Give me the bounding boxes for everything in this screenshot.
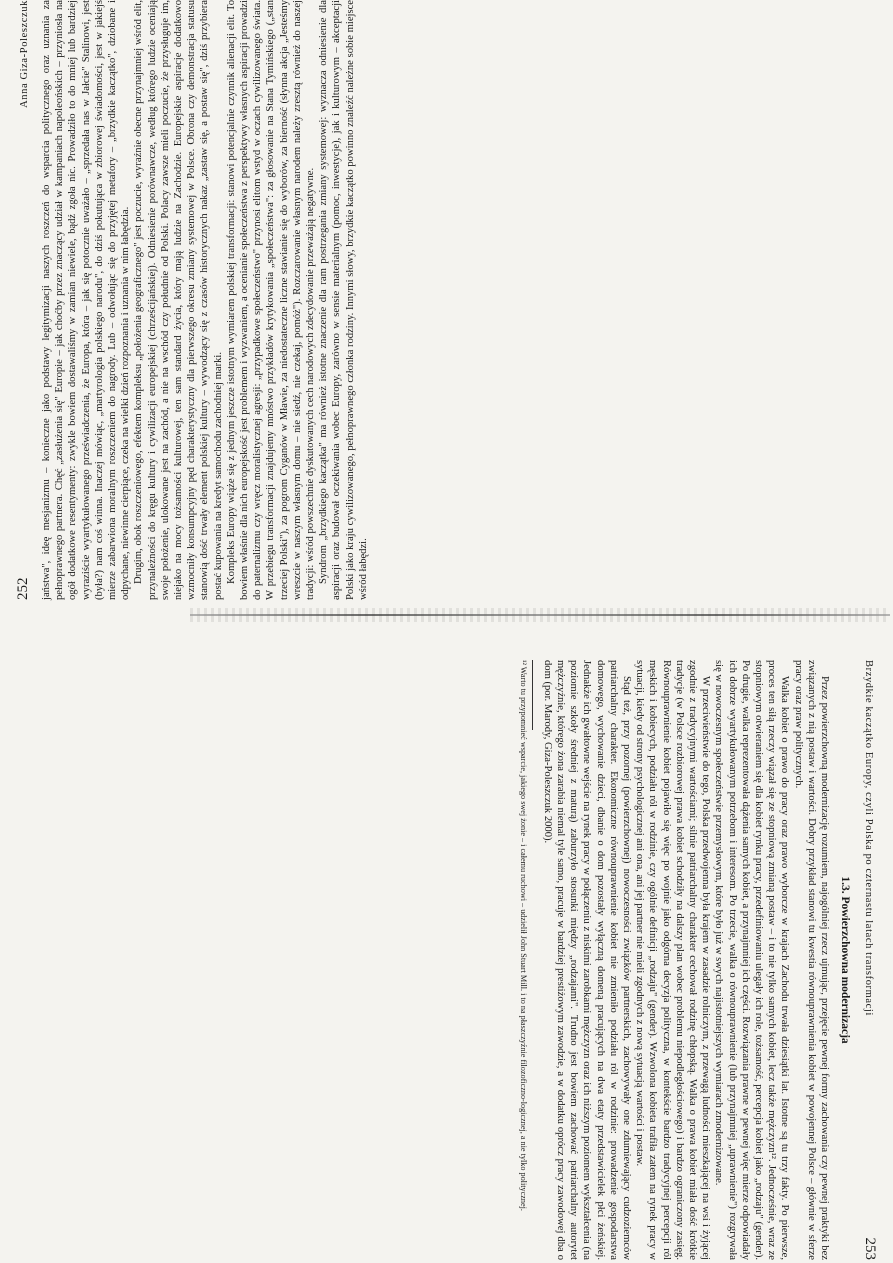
- paragraph: Walka kobiet o prawo do pracy oraz prawo wyborcze w krajach Zachodu trwała dziesiątki lat. Istotne są tu trzy fakty. Po pierwsze, proces ten siłą rzeczy wiązał się ze stopniową zmianą postaw – i to nie tylko samych kobiet, lecz także mężczyzn¹². Jednocześnie, wraz ze stopniowym otwieraniem się dla kobiet rynku pracy, przedefiniowaniu ulegały ich role, tożsamość, percepcja kobiet jako „rodzaju" (gender). Po drugie, walka reprezentowała dążenia samych kobiet, a przynajmniej ich części. Rozwiązania prawne w pewnej więc mierze odpowiadały ich dobrze wyartykułowanym potrzebom i interesom. Po trzecie, walka o równouprawnienie (lub przynajmniej „uprawnienie") rozgrywała się w nowoczesnym społeczeństwie przemysłowym, które było już w swych najistotniejszych wymiarach zmodernizowane.: [713, 660, 791, 1260]
- footnote: ¹² Warto tu przypomnieć wsparcie, jakiego swej żonie – i całemu ruchowi – udzielił John Stuart Mill. i to na płaszczyźnie filozoficzno-logicznej, a nie tylko politycznej.: [518, 660, 528, 1211]
- section-title: 1.3. Powierzchowna modernizacja: [839, 876, 851, 1044]
- gutter-line: [190, 614, 890, 616]
- paragraph: Stąd też, przy pozornej (powierzchownej) nowoczesności związków partnerskich, zachowywały one zdumiewający cudzoziemców patriarchalny charakter. Ekonomiczne równouprawnienie kobiet nie zmieniło podziału ról w rodzinie: prowadzenie gospodarstwa domowego, wychowanie dzieci, dbanie o dom pozostały wyłączną domeną pracujących na dwa etaty przedstawicielek płci żeńskiej. Jednakże ich gwałtowne wejście na rynek pracy w połączeniu z niskimi zarobkami mężczyzn oraz ich niższym poziomem wykształcenia (na poziomie szkoły średniej z maturą) zaburzyło stosunki między „rodzajami". Trudno jest bowiem zachować patriarchalny autorytet mężczyźnie, którego żona zarabia niemal tyle samo, pracuje w bardziej prestiżowym zawodzie, a w dodatku oprócz pracy zawodowej dba o dom (por. Marody, Giza-Poleszczuk 2000).: [541, 660, 632, 1260]
- page-253: [378, 660, 878, 1260]
- paragraph: Drugim, obok roszczeniowego, efektem kompleksu „położenia geograficznego" jest poczucie, wyraźnie obecne przynajmniej wśród elit, przynależności do kręgu kultury i cywilizacji europejskiej (chrześcijańskiej). Odniesienie porównawcze, według którego ludzie oceniają swoje położenie, ulokowane jest na zachód, a nie na wschód czy południe od Polski. Polacy zawsze mieli poczucie, że przysługuje im, niejako na mocy tożsamości kulturowej, ten sam standard życia, który mają ludzie na Zachodzie. Europejskie aspiracje dodatkowo wzmocniły konsumpcyjny pęd charakterystyczny dla pierwszego okresu zmiany systemowej w Polsce. Obrona czy demonstracja statusu stanowią dość trwały element polskiej kultury – wywodzący się z czasów historycznych nakaz „zastaw się, a postaw się", dziś przybiera postać kupowania na kredyt samochodu zachodniej marki.: [133, 0, 224, 600]
- paragraph: Kompleks Europy wiąże się z jednym jeszcze istotnym wymiarem polskiej transformacji: stanowi potencjalnie czynnik alienacji elit. To bowiem właśnie dla nich europejskość jest problemem i wyzwaniem, a ocenianie społeczeństwa z perspektywy własnych aspiracji prowadzi do paternalizmu czy wręcz moralistycznej agresji: „przypadkowe społeczeństwo" przynosi elitom wstyd w oczach cywilizowanego świata. W przebiegu transformacji znajdujemy mnóstwo przykładów krytykowania „społeczeństwa": za głosowanie na Stana Tymińskiego („stan trzeciej Polski"), za pogrom Cyganów w Mławie, za niedostateczne liczne stawianie się do wyborów, za bierność (słynna akcja „Jesteśmy wreszcie w naszym własnym domu – nie siedź, nie czekaj, pomóż"). Rozczarowanie własnym narodem należy zresztą również do naszej tradycji: wśród powszechnie dyskutowanych cech narodowych zdecydowanie przeważają negatywne.: [225, 0, 317, 600]
- paragraph: Syndrom „brzydkiego kaczątka" ma również istotne znaczenie dla ram postrzegania zmiany systemowej: wyznacza odniesienie dla aspiracji oraz budował oczekiwania wobec Europy, zarówno w sensie materialnym (pomoc, inwestycje), jak i kulturowym – akceptacji Polski jako kraju cywilizowanego, pełnoprawnego członka rodziny. Innymi słowy, brzydkie kaczątko powinno znaleźć należne sobie miejsce wśród łabędzi.: [318, 0, 369, 600]
- book-gutter: [0, 604, 893, 626]
- running-head-left: Anna Giza-Poleszczuk: [19, 0, 30, 108]
- page-number-right: 253: [862, 1237, 878, 1260]
- page-body-right: [541, 660, 831, 1260]
- page-body-left: [40, 0, 370, 600]
- footnote-area: [518, 660, 533, 1260]
- paragraph: W przeciwieństwie do tego, Polska przedwojenna była krajem w zasadzie rolniczym, z przewagą ludności mieszkającej na wsi i żyjącej zgodnie z tradycyjnymi wartościami; silnie patriarchalny charakter cechował rodzinę chłopską. Walka o prawa kobiet miała dość krótkie tradycje (w Polsce rozbiorowej prawa kobiet schodziły na dalszy plan wobec problemu niepodległościowego) i bardzo ograniczony zasięg. Równouprawnienie kobiet pojawiło się więc po wojnie jako odgórna decyzja polityczna, w kontekście bardzo tradycyjnej percepcji ról męskich i kobiecych, podziału ról w rodzinie, czy ogólnie definicji „rodzaju" (gender). Wzwolona kobieta trafiła zatem na rynek pracy w sytuacji, kiedy od strony psychologicznej ani ona, ani jej partner nie mieli zgodnych z nową sytuacją wartości i postaw.: [634, 660, 712, 1260]
- page-number-left: 252: [15, 577, 31, 600]
- footnote-rule: [532, 660, 533, 730]
- paragraph: jaństwa", ideę mesjanizmu – konieczne jako podstawy legitymizacji naszych roszczeń do wsparcia politycznego oraz uznania za pełnoprawnego partnera. Chęć „zasłużenia się" Europie – jak choćby przez znaczący udział w kampaniach napoleońskich – przyniosła na ogół dodatkowe resentymenty: zwykle bowiem dostawaliśmy w zamian niewiele, bądź zgoła nic. Prowadziło to do mniej lub bardziej wyraziście wyartykułowanego przeświadczenia, że Europa, która – jak się potocznie uważało – „sprzedała nas w Jałcie" Stalinowi, jest (była?) nam coś winna. Inaczej mówiąc, „martyrologia polskiego narodu", do dziś pokutująca w zbiorowej świadomości, jest w jakiejś mierze zabarwiona moralnym roszczeniem do nagrody. Lub – odwołując się do przyjętej metafory – „brzydkie kaczątko", dziobane i odpychane, niewinne cierpiące, czeka na wielki dzień rozpoznania i uznania w nim łabędzia.: [41, 0, 132, 600]
- running-head-right: Brzydkie kaczątko Europy, czyli Polska po czternastu latach transformacji: [863, 660, 874, 1016]
- page-252: [15, 0, 515, 600]
- paragraph: Przez powierzchowną modernizację rozumiem, najogólniej rzecz ujmując, przejęcie pewnej formy zachowania czy pewnej praktyki bez związanych z nią postaw i wartości. Dobry przykład stanowi tu kwestia równouprawnienia kobiet w powojennej Polsce – głównie w sferze pracy oraz praw politycznych.: [792, 660, 830, 1260]
